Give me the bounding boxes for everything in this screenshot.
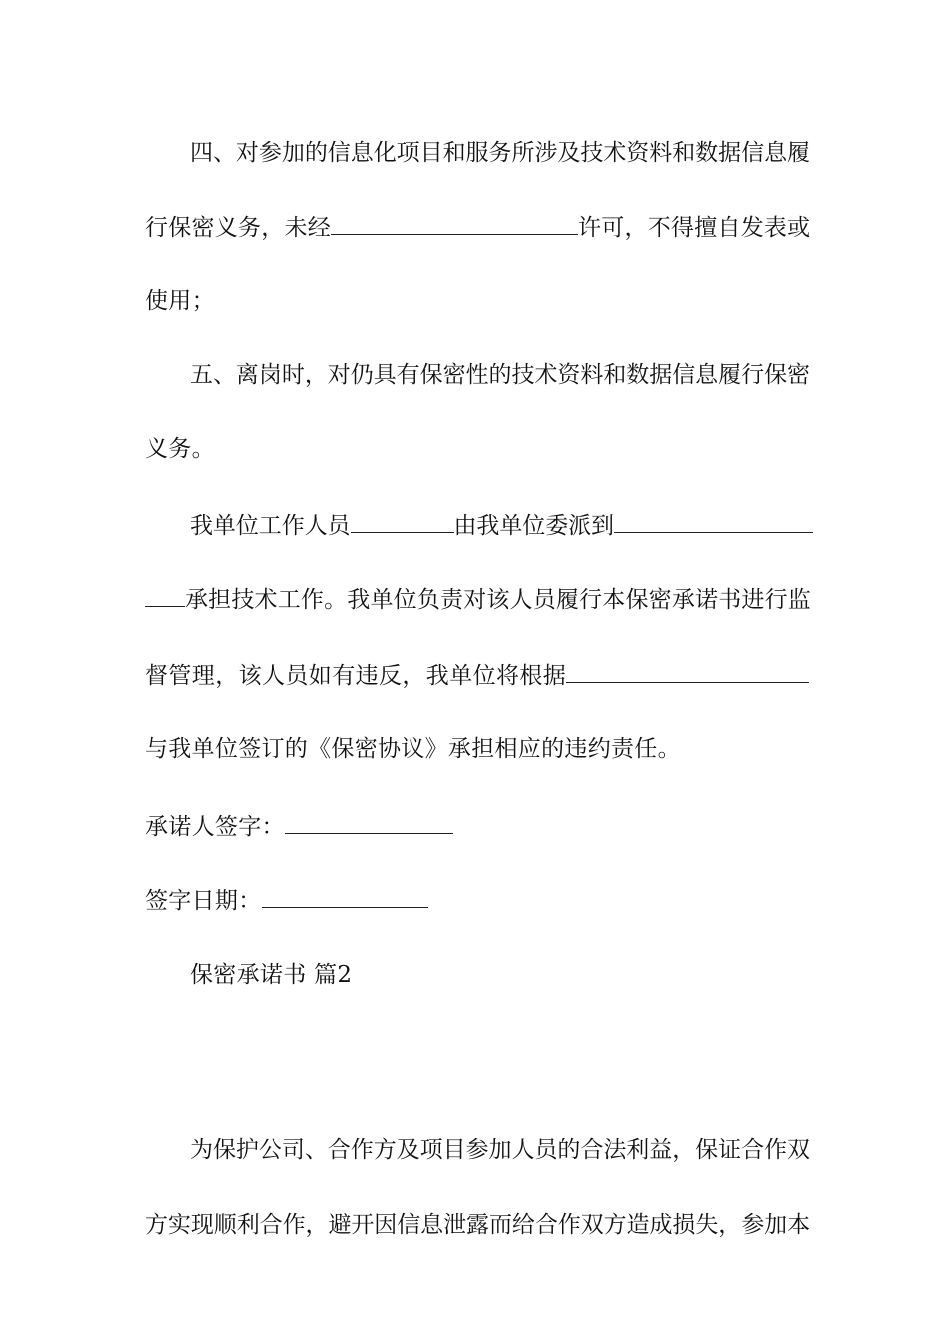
signer-blank: [285, 811, 453, 834]
para6-line2-text: 承担技术工作。我单位负责对该人员履行本保密承诺书进行监: [185, 587, 811, 613]
destination-blank-cont: [145, 584, 185, 607]
signer-label: 承诺人签字：: [145, 814, 285, 840]
para7-line1: 为保护公司、合作方及项目参加人员的合法利益，保证合作双: [190, 1137, 810, 1163]
para6-line4: 与我单位签订的《保密协议》承担相应的违约责任。: [145, 736, 681, 762]
para5-line2: 义务。: [145, 436, 215, 462]
para6-line1-b: 由我单位委派到: [453, 513, 614, 539]
para6-line3: [145, 660, 810, 691]
para7-line2: 方实现顺利合作，避开因信息泄露而给合作双方造成损失，参加本: [145, 1212, 810, 1238]
para4-line3: 使用；: [145, 288, 215, 314]
staff-name-blank: [351, 510, 454, 533]
approver-blank: [331, 212, 578, 235]
para4-line2-before: 行保密义务，未经: [145, 215, 331, 241]
para4-line1: 四、对参加的信息化项目和服务所涉及技术资料和数据信息履: [190, 140, 810, 166]
para4-line2-after: 许可，不得擅自发表或: [577, 215, 811, 241]
date-label: 签字日期：: [145, 888, 262, 914]
para6-line3-text: 督管理，该人员如有违反，我单位将根据: [145, 663, 567, 689]
para5-line1: 五、离岗时，对仍具有保密性的技术资料和数据信息履行保密: [190, 362, 810, 388]
section2-title: 保密承诺书 篇2: [190, 962, 353, 988]
date-blank: [262, 885, 428, 908]
date-line: [145, 885, 810, 916]
para6-line1-a: 我单位工作人员: [190, 513, 351, 539]
para6-line2: [145, 584, 810, 615]
para4-line2: [145, 212, 810, 243]
destination-blank: [614, 510, 813, 533]
basis-blank: [566, 660, 809, 683]
signer-line: [145, 811, 810, 842]
para6-line1: [145, 510, 810, 541]
